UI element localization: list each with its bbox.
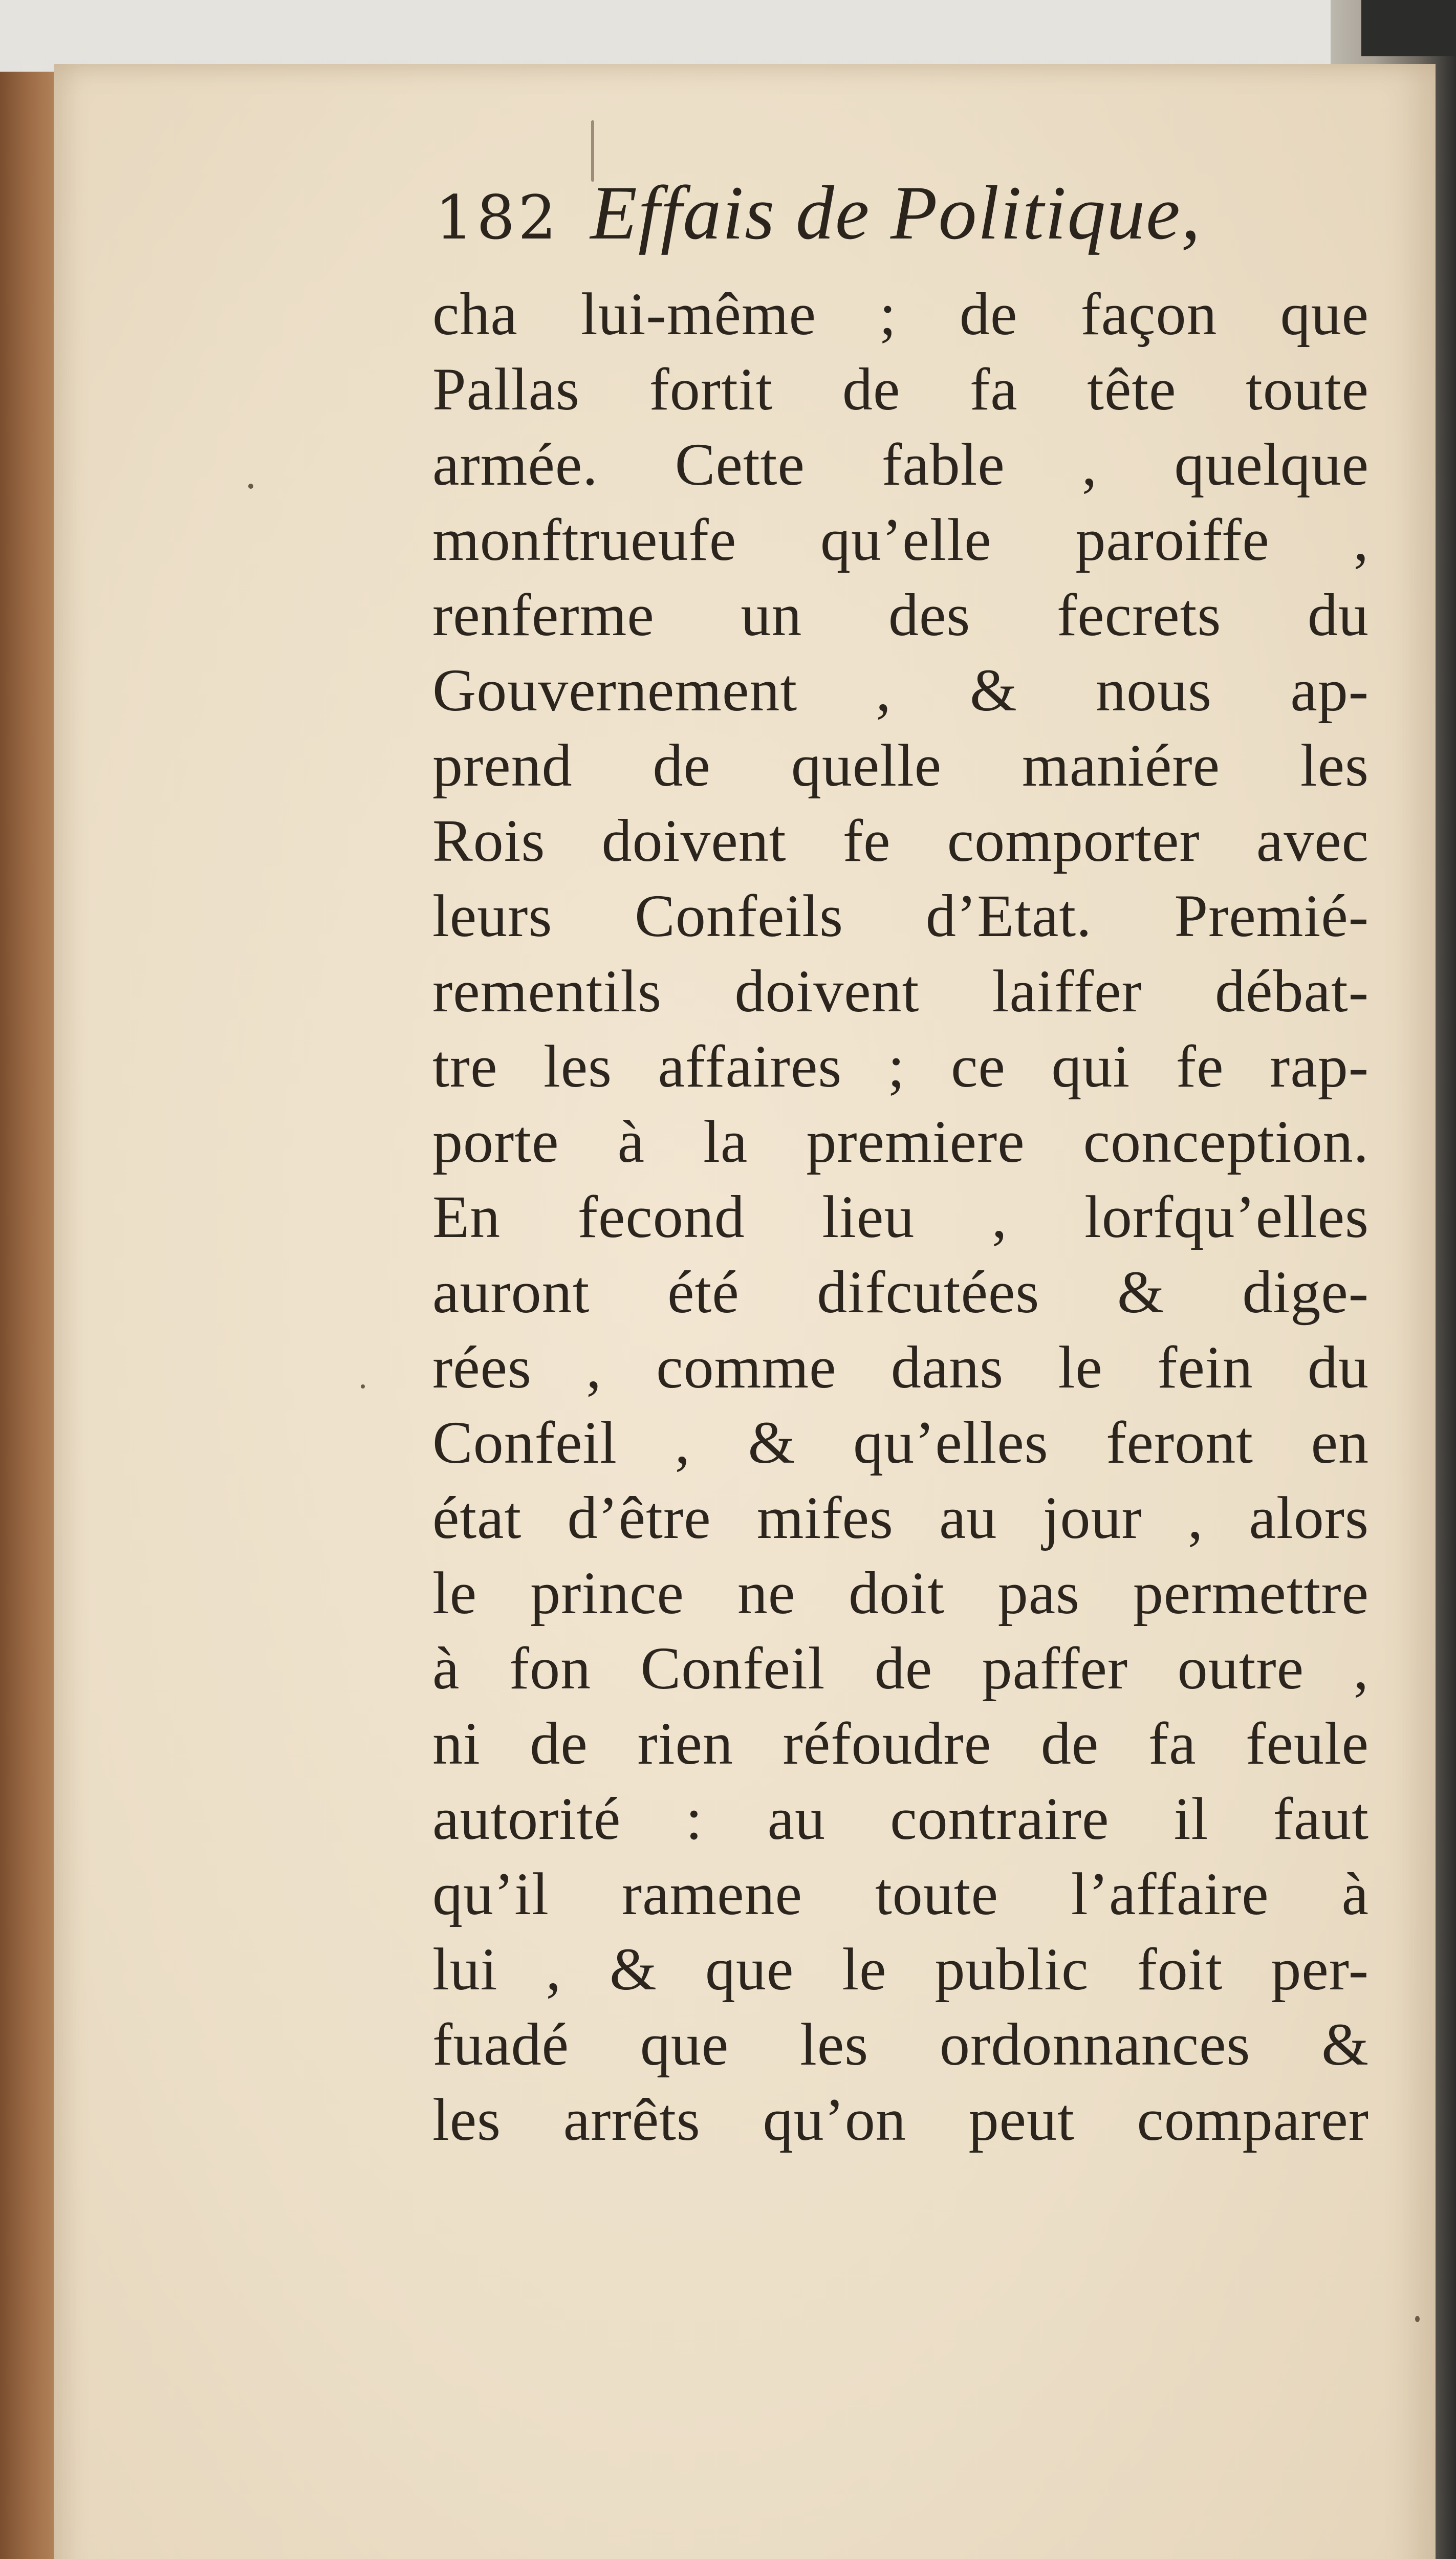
text-line: monftrueufe qu’elle paroiffe , [432, 506, 1369, 573]
text-line: leurs Confeils d’Etat. Premié- [432, 882, 1369, 949]
text-line: Gouvernement , & nous ap- [432, 657, 1369, 724]
text-line: rementils doivent laiffer débat- [432, 958, 1369, 1025]
text-line: ni de rien réfoudre de fa feule [432, 1710, 1369, 1777]
text-line: cha lui-même ; de façon que [432, 280, 1369, 348]
text-line: rées , comme dans le fein du [432, 1334, 1369, 1401]
text-line: qu’il ramene toute l’affaire à [432, 1860, 1369, 1927]
text-line: En fecond lieu , lorfqu’elles [432, 1183, 1369, 1250]
text-line: Rois doivent fe comporter avec [432, 807, 1369, 874]
page-number: 182 [435, 182, 560, 253]
text-line: Pallas fortit de fa tête toute [432, 356, 1369, 423]
body-text [432, 276, 1369, 2157]
text-line: auront été difcutées & dige- [432, 1259, 1369, 1326]
paper-speck [248, 484, 253, 489]
text-line: autorité : au contraire il faut [432, 1785, 1369, 1852]
leather-binding-edge [0, 72, 61, 2559]
text-line: prend de quelle maniére les [432, 732, 1369, 799]
paper-speck [361, 1384, 365, 1389]
text-line: porte à la premiere conception. [432, 1108, 1369, 1175]
text-line: renferme un des fecrets du [432, 581, 1369, 648]
text-line: à fon Confeil de paffer outre , [432, 1635, 1369, 1702]
text-line: le prince ne doit pas permettre [432, 1559, 1369, 1627]
text-line: état d’être mifes au jour , alors [432, 1484, 1369, 1551]
book-spine-top [1361, 0, 1456, 56]
page-header [435, 169, 1201, 256]
text-line: Confeil , & qu’elles feront en [432, 1409, 1369, 1476]
paper-speck [1415, 2316, 1420, 2322]
text-line: lui , & que le public foit per- [432, 1936, 1369, 2003]
text-line: armée. Cette fable , quelque [432, 431, 1369, 498]
text-line: fuadé que les ordonnances & [432, 2011, 1369, 2078]
text-line: les arrêts qu’on peut comparer [432, 2086, 1369, 2153]
running-title: Effais de Politique, [590, 170, 1202, 255]
text-line: tre les affaires ; ce qui fe rap- [432, 1033, 1369, 1100]
